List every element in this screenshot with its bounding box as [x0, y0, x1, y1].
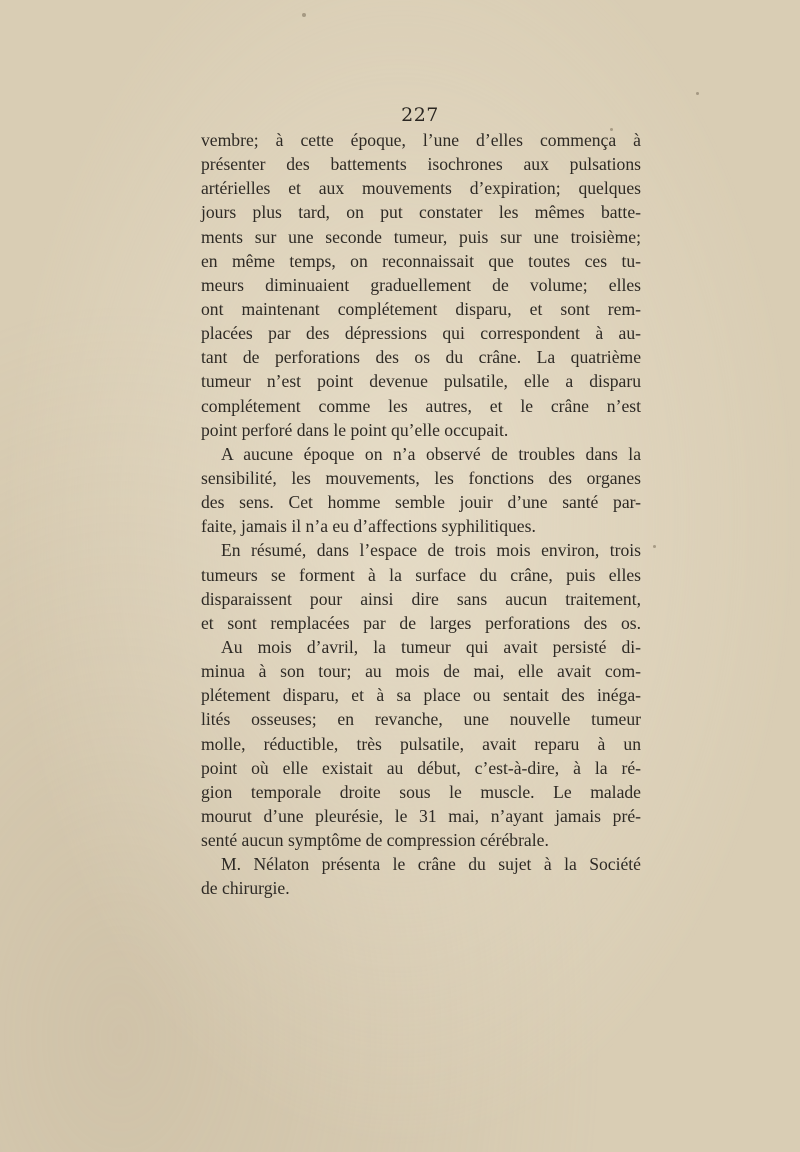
text-line: sensibilité, les mouvements, les fonctions des organes	[201, 467, 641, 488]
text-line: et sont remplacées par de larges perforations des os.	[201, 612, 641, 633]
text-line: tumeurs se forment à la surface du crâne, puis elles	[201, 564, 641, 585]
text-line: placées par des dépressions qui correspondent à au-	[201, 323, 641, 344]
text-line: senté aucun symptôme de compression cérébrale.	[201, 830, 549, 851]
text-line: ments sur une seconde tumeur, puis sur une troisième;	[201, 226, 641, 247]
text-line: faite, jamais il n’a eu d’affections syphilitiques.	[201, 516, 536, 537]
text-line: vembre; à cette époque, l’une d’elles commença à	[201, 130, 641, 150]
text-line: M. Nélaton présenta le crâne du sujet à la Société	[221, 854, 641, 875]
text-line: plétement disparu, et à sa place ou sentait des inéga-	[201, 685, 641, 706]
page-number: 227	[401, 104, 439, 126]
text-line: point perforé dans le point qu’elle occupait.	[201, 419, 509, 440]
text-line: point où elle existait au début, c’est-à-dire, à la ré-	[201, 757, 641, 778]
text-line: ont maintenant complétement disparu, et sont rem-	[201, 298, 641, 319]
ink-speck	[696, 92, 699, 95]
text-line: de chirurgie.	[201, 878, 290, 899]
ink-speck	[302, 13, 306, 17]
text-line: présenter des battements isochrones aux pulsations	[201, 154, 641, 175]
text-line: Au mois d’avril, la tumeur qui avait persisté di-	[221, 636, 641, 657]
text-line: complétement comme les autres, et le crâne n’est	[201, 395, 641, 416]
text-line: A aucune époque on n’a observé de troubles dans la	[221, 443, 641, 464]
text-line: jours plus tard, on put constater les mêmes batte-	[201, 202, 641, 223]
text-line: artérielles et aux mouvements d’expiration; quelques	[201, 178, 641, 199]
text-line: des sens. Cet homme semble jouir d’une santé par-	[201, 492, 641, 513]
text-line: en même temps, on reconnaissait que toutes ces tu-	[201, 250, 641, 271]
text-line: meurs diminuaient graduellement de volume; elles	[201, 274, 641, 295]
text-line: minua à son tour; au mois de mai, elle avait com-	[201, 661, 641, 682]
text-line: gion temporale droite sous le muscle. Le malade	[201, 781, 641, 802]
text-line: molle, réductible, très pulsatile, avait reparu à un	[201, 733, 641, 754]
text-line: En résumé, dans l’espace de trois mois environ, trois	[221, 540, 641, 561]
body-text	[201, 128, 641, 901]
text-line: mourut d’une pleurésie, le 31 mai, n’ayant jamais pré-	[201, 805, 641, 826]
text-line: tant de perforations des os du crâne. La quatrième	[201, 347, 641, 368]
ink-speck	[653, 545, 656, 548]
text-line: disparaissent pour ainsi dire sans aucun traitement,	[201, 588, 641, 609]
text-line: tumeur n’est point devenue pulsatile, elle a disparu	[201, 371, 641, 392]
text-line: lités osseuses; en revanche, une nouvelle tumeur	[201, 709, 641, 730]
